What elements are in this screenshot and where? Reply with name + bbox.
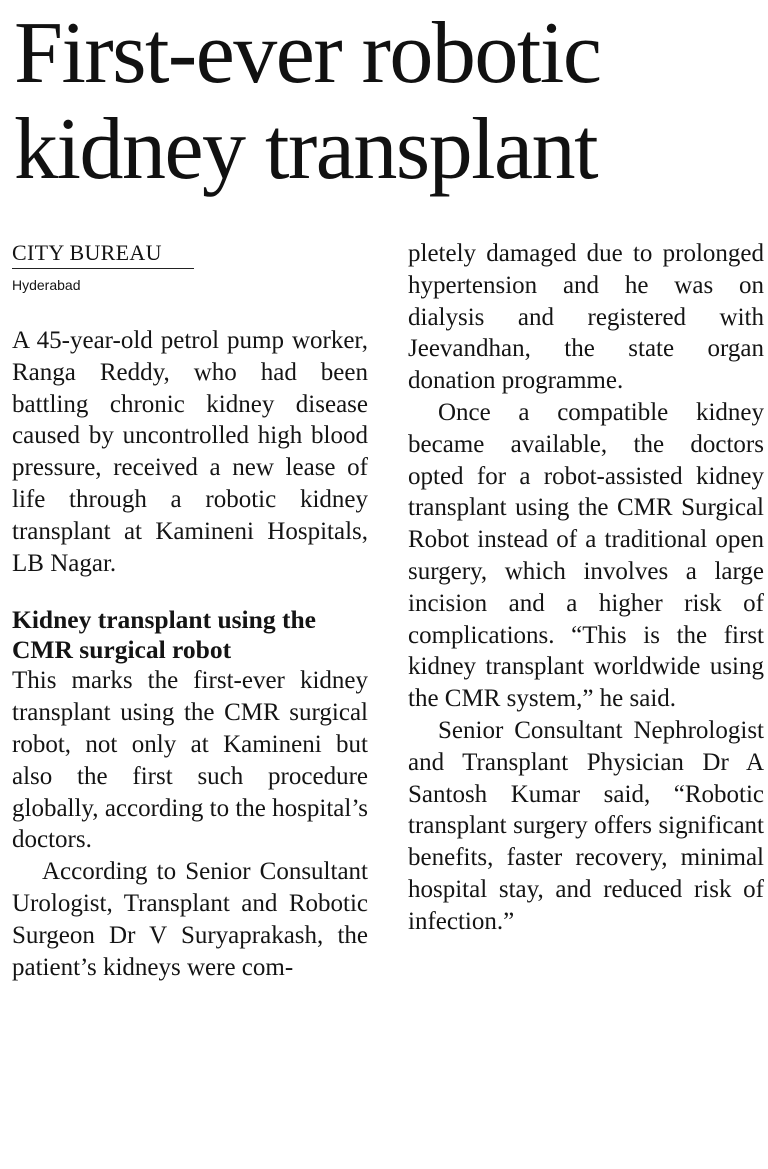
article-paragraph-4: pletely damaged due to prolonged hypertension and he was on dialysis and registered with Jeevandhan, the state organ donation programme. — [408, 240, 764, 395]
byline: CITY BUREAU — [12, 240, 194, 269]
left-column — [12, 240, 368, 983]
article-paragraph-2: This marks the first-ever kidney transplant using the CMR surgical robot, not only at Kamineni but also the first such procedure globally, according to the hospital’s doctors. — [12, 667, 368, 854]
article-paragraph-5: Once a compatible kidney became available, the doctors opted for a robot-assisted kidney transplant using the CMR Surgical Robot instead of a traditional open surgery, which involves a large incision and a higher risk of complications. “This is the first kidney transplant worldwide using the CMR system,” he said. — [408, 398, 764, 713]
article-paragraph-1: A 45-year-old petrol pump worker, Ranga Reddy, who had been battling chronic kidney disease caused by uncontrolled high blood pressure, received a new lease of life through a robotic kidney transplant at Kamineni Hospitals, LB Nagar. — [12, 327, 368, 577]
article-paragraph-3: According to Senior Consultant Urologist, Transplant and Robotic Surgeon Dr V Suryaprakash, the patient’s kidneys were com- — [12, 858, 368, 981]
right-column — [408, 238, 764, 938]
headline — [14, 6, 759, 198]
dateline: Hyderabad — [12, 277, 81, 293]
subheading: Kidney transplant using the CMR surgical robot — [12, 605, 316, 665]
headline-line-2: kidney transplant — [14, 101, 598, 198]
article-paragraph-6: Senior Consultant Nephrologist and Transplant Physician Dr A Santosh Kumar said, “Robotic transplant surgery offers significant benefits, faster recovery, minimal hospital stay, and reduced risk of infection.” — [408, 716, 764, 935]
headline-line-1: First-ever robotic — [14, 5, 601, 102]
